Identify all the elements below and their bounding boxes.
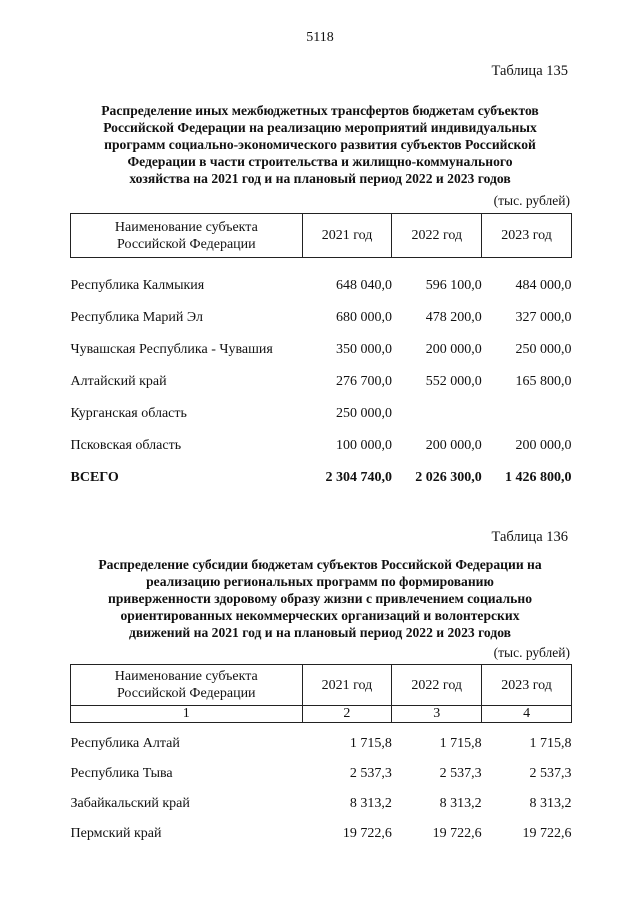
header-subject bbox=[71, 214, 303, 258]
row-subject: Республика Калмыкия bbox=[70, 277, 205, 293]
title-line: Распределение иных межбюджетных трансфертов бюджетам субъектов bbox=[101, 103, 539, 118]
table-135-units: (тыс. рублей) bbox=[493, 193, 570, 208]
row-subject: Курганская область bbox=[70, 405, 187, 421]
table-row bbox=[71, 302, 572, 334]
col-index-3: 3 bbox=[392, 706, 482, 723]
row-2022: 8 313,2 bbox=[439, 795, 482, 811]
row-2022: 478 200,0 bbox=[425, 309, 482, 325]
header-2023: 2023 год bbox=[482, 665, 572, 706]
row-2021: 276 700,0 bbox=[335, 373, 392, 389]
table-row bbox=[71, 819, 572, 849]
row-subject: Республика Тыва bbox=[70, 765, 173, 781]
title-line: Федерации в части строительства и жилищно-коммунального bbox=[127, 154, 513, 169]
table-136-title bbox=[70, 556, 570, 641]
table-136-label: Таблица 136 bbox=[491, 529, 568, 545]
title-line: реализацию региональных программ по формированию bbox=[146, 574, 494, 589]
row-2021: 1 715,8 bbox=[349, 735, 392, 751]
row-2022 bbox=[392, 398, 482, 430]
total-2021: 2 304 740,0 bbox=[325, 469, 392, 485]
header-subject-line1: Наименование субъекта bbox=[114, 669, 258, 684]
row-2022: 19 722,6 bbox=[432, 825, 482, 841]
table-row bbox=[71, 759, 572, 789]
row-2023: 8 313,2 bbox=[529, 795, 572, 811]
table-135-label: Таблица 135 bbox=[491, 63, 568, 79]
header-2021: 2021 год bbox=[302, 214, 392, 258]
col-index-1: 1 bbox=[71, 706, 303, 723]
row-2021: 19 722,6 bbox=[342, 825, 392, 841]
row-subject: Пермский край bbox=[70, 825, 162, 841]
table-row bbox=[71, 398, 572, 430]
table-136 bbox=[70, 664, 572, 849]
header-2022: 2022 год bbox=[392, 665, 482, 706]
row-2023: 2 537,3 bbox=[529, 765, 572, 781]
header-subject bbox=[71, 665, 303, 706]
table-row bbox=[71, 729, 572, 759]
title-line: Распределение субсидии бюджетам субъектов Российской Федерации на bbox=[98, 557, 542, 572]
row-2021: 2 537,3 bbox=[349, 765, 392, 781]
row-subject: Республика Марий Эл bbox=[70, 309, 203, 325]
row-2023: 200 000,0 bbox=[515, 437, 572, 453]
row-2021: 648 040,0 bbox=[335, 277, 392, 293]
row-2023: 19 722,6 bbox=[522, 825, 572, 841]
table-135 bbox=[70, 213, 572, 494]
title-line: движений на 2021 год и на плановый период 2022 и 2023 годов bbox=[128, 625, 512, 640]
header-2023: 2023 год bbox=[482, 214, 572, 258]
total-row bbox=[71, 462, 572, 494]
row-2021: 350 000,0 bbox=[335, 341, 392, 357]
column-index-row bbox=[71, 706, 572, 723]
row-2022: 200 000,0 bbox=[425, 437, 482, 453]
row-2021: 8 313,2 bbox=[349, 795, 392, 811]
row-2023: 250 000,0 bbox=[515, 341, 572, 357]
table-row bbox=[71, 789, 572, 819]
table-header-row bbox=[71, 665, 572, 706]
row-2022: 596 100,0 bbox=[425, 277, 482, 293]
total-label: ВСЕГО bbox=[70, 469, 119, 485]
row-2022: 200 000,0 bbox=[425, 341, 482, 357]
total-2023: 1 426 800,0 bbox=[505, 469, 572, 485]
table-row bbox=[71, 366, 572, 398]
row-2022: 552 000,0 bbox=[425, 373, 482, 389]
row-subject: Алтайский край bbox=[70, 373, 167, 389]
row-2022: 1 715,8 bbox=[439, 735, 482, 751]
header-2021: 2021 год bbox=[302, 665, 392, 706]
header-subject-line2: Российской Федерации bbox=[117, 236, 256, 252]
row-subject: Чувашская Республика - Чувашия bbox=[70, 341, 273, 357]
table-row bbox=[71, 430, 572, 462]
row-2022: 2 537,3 bbox=[439, 765, 482, 781]
title-line: программ социально-экономического развития субъектов Российской bbox=[104, 137, 536, 152]
title-line: приверженности здоровому образу жизни с привлечением социально bbox=[107, 591, 532, 606]
col-index-4: 4 bbox=[482, 706, 572, 723]
title-line: Российской Федерации на реализацию мероприятий индивидуальных bbox=[103, 120, 537, 135]
title-line: хозяйства на 2021 год и на плановый период 2022 и 2023 годов bbox=[129, 171, 511, 186]
row-2021: 100 000,0 bbox=[335, 437, 392, 453]
title-line: ориентированных некоммерческих организаций и волонтерских bbox=[120, 608, 520, 623]
table-header-row bbox=[71, 214, 572, 258]
table-row bbox=[71, 270, 572, 302]
row-2023: 1 715,8 bbox=[529, 735, 572, 751]
row-2023 bbox=[482, 398, 572, 430]
total-2022: 2 026 300,0 bbox=[415, 469, 482, 485]
header-subject-line1: Наименование субъекта bbox=[114, 219, 258, 235]
row-2023: 165 800,0 bbox=[515, 373, 572, 389]
table-135-title bbox=[70, 102, 570, 187]
page-number: 5118 bbox=[306, 30, 334, 45]
row-subject: Забайкальский край bbox=[70, 795, 190, 811]
header-subject-line2: Российской Федерации bbox=[116, 686, 256, 701]
row-2023: 484 000,0 bbox=[515, 277, 572, 293]
row-subject: Республика Алтай bbox=[70, 735, 180, 751]
table-row bbox=[71, 334, 572, 366]
row-subject: Псковская область bbox=[70, 437, 182, 453]
row-2023: 327 000,0 bbox=[515, 309, 572, 325]
row-2021: 250 000,0 bbox=[335, 405, 392, 421]
row-2021: 680 000,0 bbox=[335, 309, 392, 325]
col-index-2: 2 bbox=[302, 706, 392, 723]
table-136-units: (тыс. рублей) bbox=[493, 645, 570, 660]
header-2022: 2022 год bbox=[392, 214, 482, 258]
